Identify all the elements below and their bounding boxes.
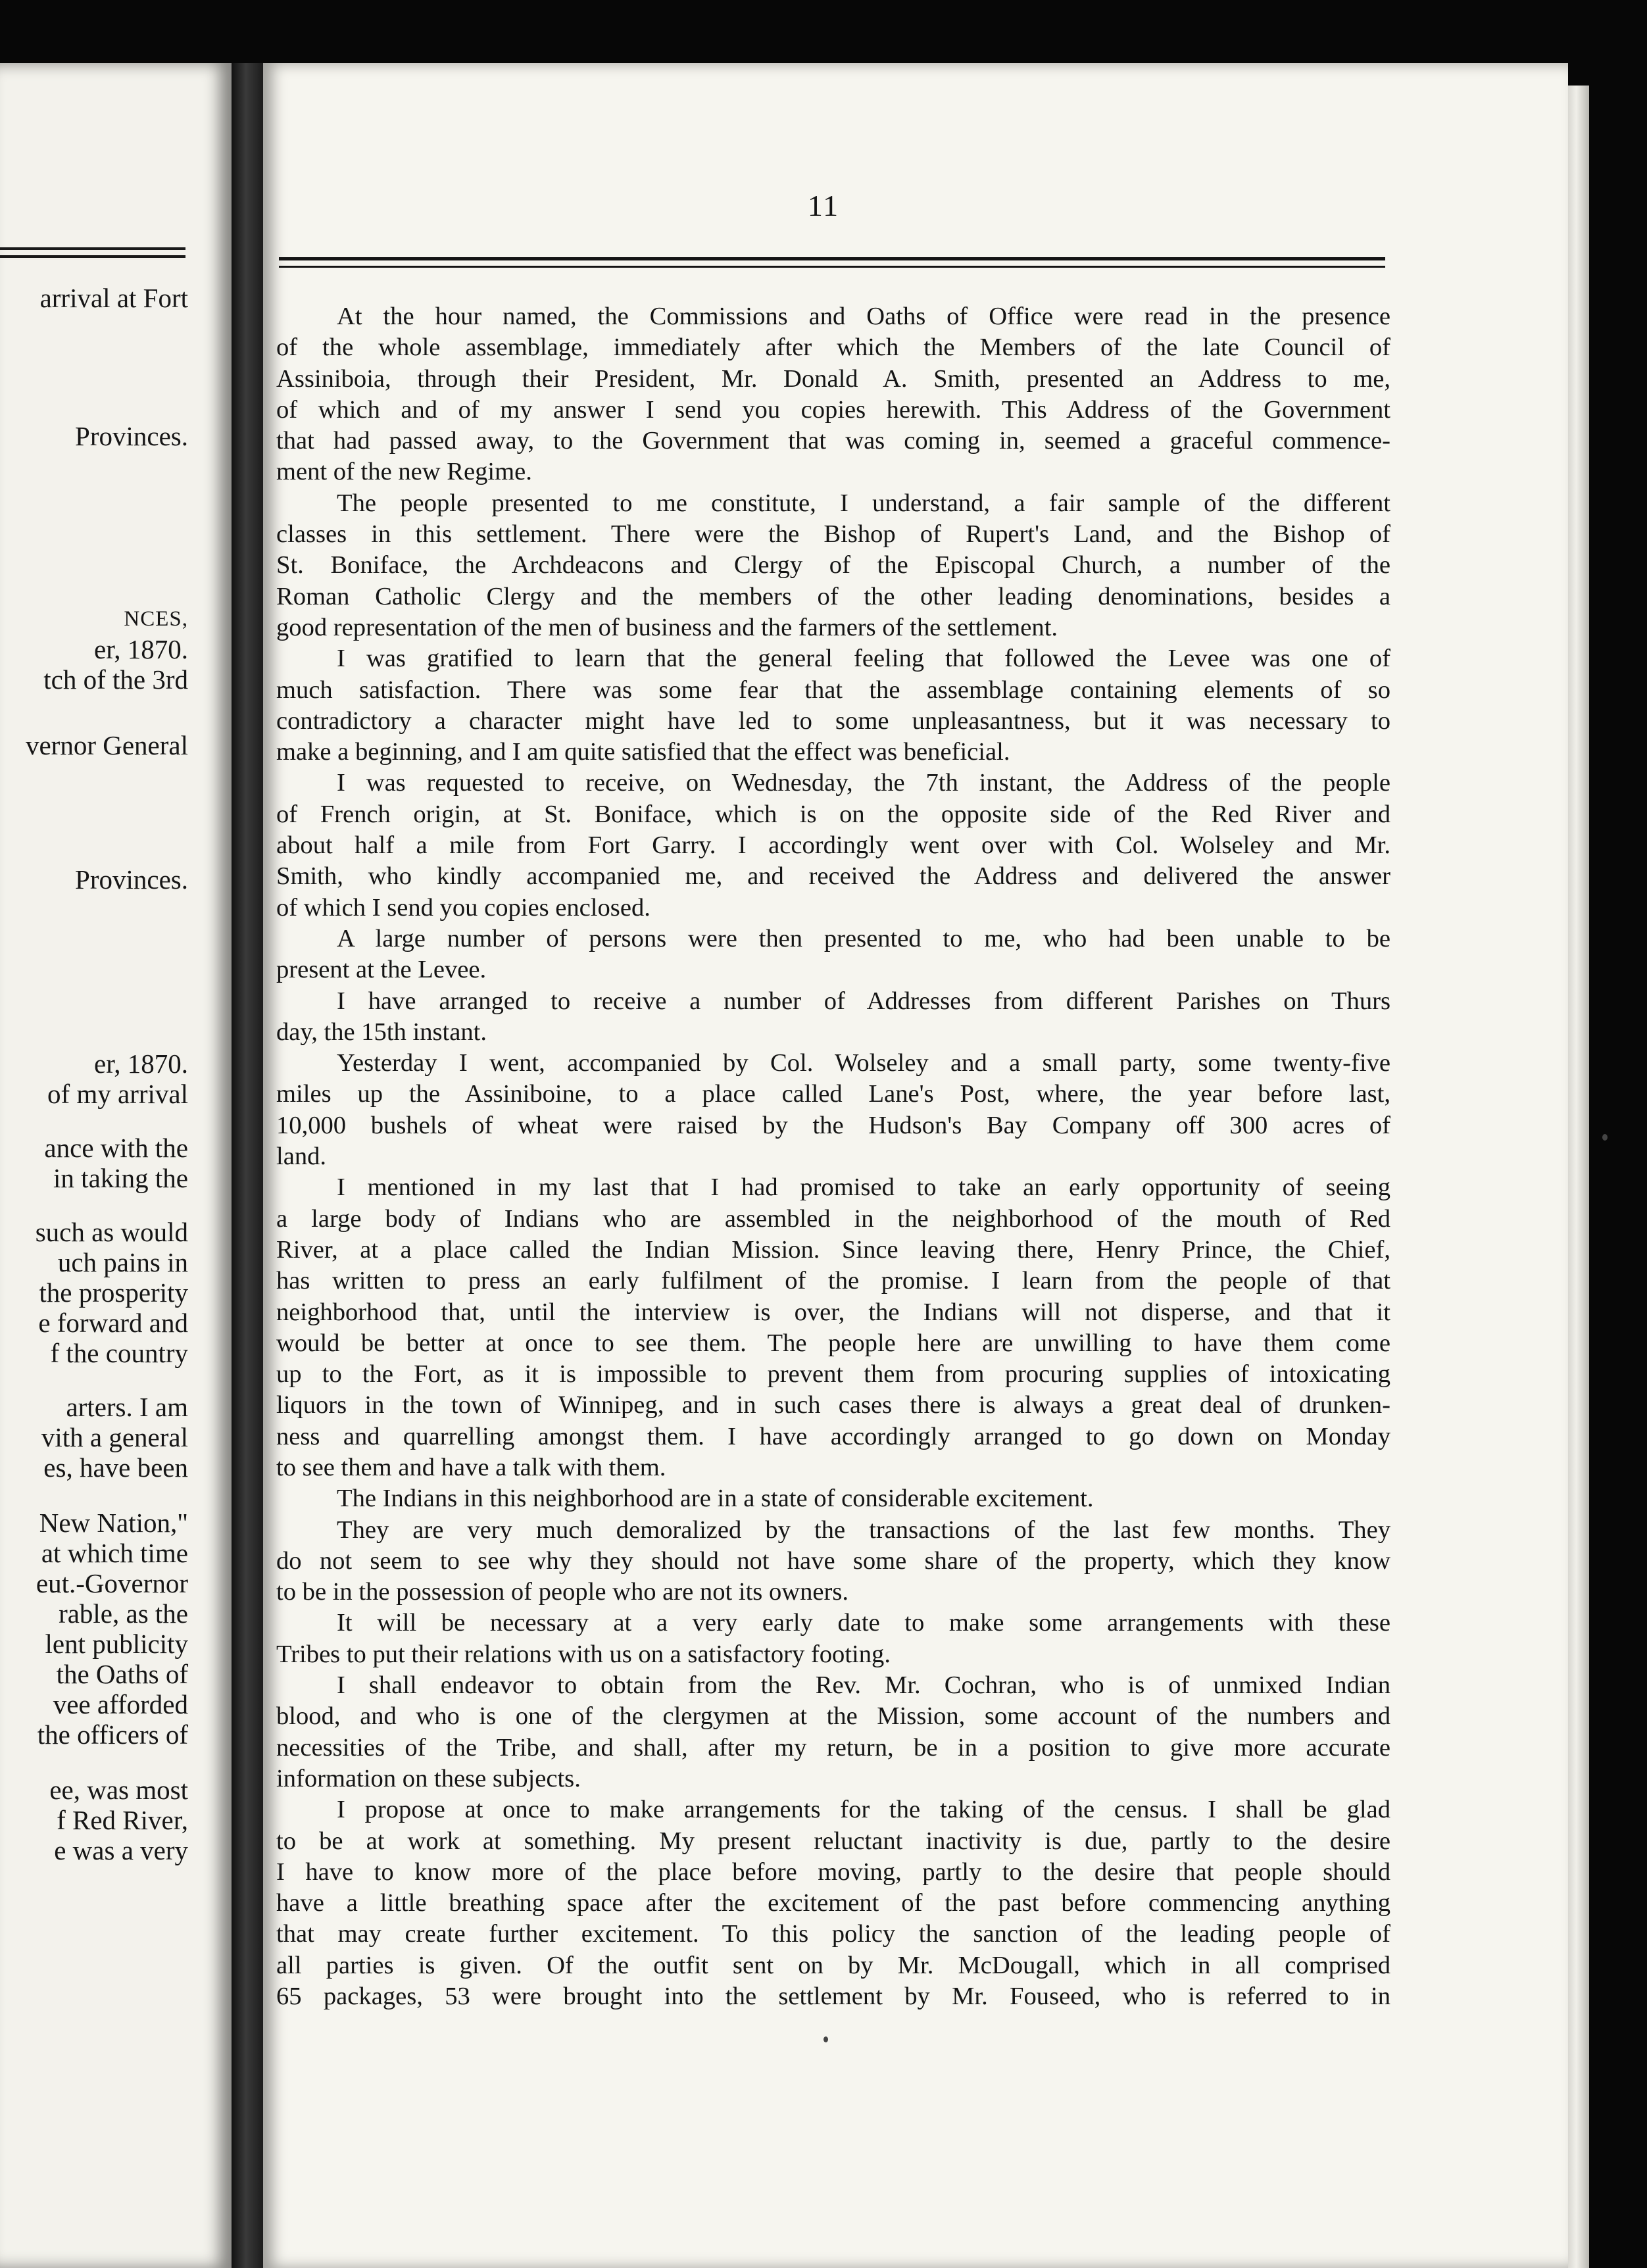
page-number: 11 bbox=[807, 189, 840, 222]
left-page-line: eut.-Governor bbox=[36, 1568, 188, 1598]
text-line: of French origin, at St. Boniface, which is on the opposite side of the Red River and bbox=[276, 800, 1390, 828]
text-line: contradictory a character might have led to some unpleasantness, but it was necessary to bbox=[276, 706, 1390, 735]
text-line: Smith, who kindly accompanied me, and received the Address and delivered the answer bbox=[276, 862, 1390, 891]
text-line: The Indians in this neighborhood are in a state of considerable excitement. bbox=[337, 1485, 1094, 1513]
left-page-line: arters. I am bbox=[66, 1392, 188, 1422]
text-line: of the whole assemblage, immediately after which the Members of the late Council of bbox=[276, 333, 1390, 362]
header-rule-top bbox=[279, 257, 1385, 260]
left-page-line: uch pains in bbox=[57, 1247, 188, 1277]
text-line: neighborhood that, until the interview is over, the Indians will not disperse, and that it bbox=[276, 1298, 1390, 1326]
text-line: necessities of the Tribe, and shall, after my return, be in a position to give more accurate bbox=[276, 1733, 1390, 1762]
text-line: Assiniboia, through their President, Mr. Donald A. Smith, presented an Address to me, bbox=[276, 364, 1390, 393]
page-edge bbox=[1568, 86, 1589, 2268]
text-line: I have to know more of the place before moving, partly to the desire that people should bbox=[276, 1858, 1390, 1886]
text-line: blood, and who is one of the clergymen at the Mission, some account of the numbers and bbox=[276, 1702, 1390, 1731]
left-page-line: f Red River, bbox=[57, 1805, 188, 1835]
text-line: St. Boniface, the Archdeacons and Clergy of the Episcopal Church, a number of the bbox=[276, 551, 1390, 579]
text-line: day, the 15th instant. bbox=[276, 1018, 487, 1046]
left-page-line: Provinces. bbox=[75, 421, 188, 451]
left-page-line: vernor General bbox=[25, 730, 188, 760]
text-line: a large body of Indians who are assembled in the neighborhood of the mouth of Red bbox=[276, 1204, 1390, 1233]
left-page-line: of my arrival bbox=[47, 1079, 188, 1109]
text-line: miles up the Assiniboine, to a place called Lane's Post, where, the year before last, bbox=[276, 1080, 1390, 1108]
left-page-line: tch of the 3rd bbox=[43, 664, 188, 695]
left-page-line: ee, was most bbox=[49, 1775, 188, 1805]
text-line: all parties is given. Of the outfit sent on by Mr. McDougall, which in all comprised bbox=[276, 1951, 1390, 1979]
text-line: about half a mile from Fort Garry. I accordingly went over with Col. Wolseley and Mr. bbox=[276, 831, 1390, 860]
text-line: 65 packages, 53 were brought into the settlement by Mr. Fouseed, who is referred to in bbox=[276, 1983, 1390, 2011]
text-line: to be in the possession of people who are not its owners. bbox=[276, 1578, 849, 1606]
text-line: information on these subjects. bbox=[276, 1764, 581, 1792]
text-line: At the hour named, the Commissions and Oaths of Office were read in the presence bbox=[337, 303, 1390, 330]
text-line: ness and quarrelling amongst them. I have accordingly arranged to go down on Monday bbox=[276, 1422, 1390, 1450]
text-line: have a little breathing space after the excitement of the past before commencing anything bbox=[276, 1889, 1390, 1917]
text-line: Yesterday I went, accompanied by Col. Wolseley and a small party, some twenty-five bbox=[337, 1049, 1390, 1077]
ink-speck bbox=[823, 2036, 828, 2042]
left-page-fragment bbox=[0, 63, 232, 2268]
text-line: I mentioned in my last that I had promised to take an early opportunity of seeing bbox=[337, 1173, 1390, 1202]
text-line: liquors in the town of Winnipeg, and in such cases there is always a great deal of drunken- bbox=[276, 1391, 1390, 1419]
text-line: present at the Levee. bbox=[276, 956, 487, 984]
text-line: A large number of persons were then presented to me, who had been unable to be bbox=[337, 924, 1390, 952]
left-page-line: arrival at Fort bbox=[39, 283, 188, 313]
left-page-line: er, 1870. bbox=[94, 1048, 188, 1079]
header-rule-bottom bbox=[279, 266, 1385, 268]
left-page-line: er, 1870. bbox=[94, 634, 188, 664]
text-line: River, at a place called the Indian Mission. Since leaving there, Henry Prince, the Chief, bbox=[276, 1235, 1390, 1264]
text-line: The people presented to me constitute, I understand, a fair sample of the different bbox=[337, 489, 1390, 517]
left-page-line: e was a very bbox=[54, 1835, 188, 1865]
left-page-line: lent publicity bbox=[45, 1629, 188, 1659]
left-page-line: Provinces. bbox=[75, 864, 188, 895]
text-line: that may create further excitement. To this policy the sanction of the leading people of bbox=[276, 1920, 1390, 1948]
text-line: to see them and have a talk with them. bbox=[276, 1453, 666, 1481]
left-page-rule bbox=[0, 255, 185, 258]
body-text bbox=[276, 301, 1390, 2012]
text-line: land. bbox=[276, 1143, 327, 1171]
left-page-line: NCES, bbox=[124, 607, 188, 631]
text-line: classes in this settlement. There were the Bishop of Rupert's Land, and the Bishop of bbox=[276, 520, 1390, 549]
text-line: ment of the new Regime. bbox=[276, 458, 532, 486]
left-page-line: the Oaths of bbox=[56, 1659, 188, 1689]
text-line: has written to press an early fulfilment of the promise. I learn from the people of that bbox=[276, 1267, 1390, 1295]
text-line: I propose at once to make arrangements for the taking of the census. I shall be glad bbox=[337, 1796, 1390, 1824]
text-line: much satisfaction. There was some fear that the assemblage containing elements of so bbox=[276, 676, 1390, 704]
left-page-line: New Nation," bbox=[39, 1508, 188, 1538]
text-line: I was gratified to learn that the general feeling that followed the Levee was one of bbox=[337, 645, 1390, 673]
text-line: I have arranged to receive a number of Addresses from different Parishes on Thurs bbox=[337, 987, 1390, 1015]
text-line: would be better at once to see them. The people here are unwilling to have them come bbox=[276, 1329, 1390, 1357]
left-page-line: such as would bbox=[35, 1217, 188, 1247]
left-page-line: vith a general bbox=[41, 1422, 188, 1452]
text-line: make a beginning, and I am quite satisfied that the effect was beneficial. bbox=[276, 738, 1010, 766]
left-page-line: vee afforded bbox=[53, 1689, 188, 1719]
text-line: do not seem to see why they should not have some share of the property, which they know bbox=[276, 1546, 1390, 1575]
left-page-line: in taking the bbox=[53, 1163, 188, 1193]
text-line: 10,000 bushels of wheat were raised by the Hudson's Bay Company off 300 acres of bbox=[276, 1111, 1390, 1139]
text-line: I shall endeavor to obtain from the Rev. Mr. Cochran, who is of unmixed Indian bbox=[337, 1671, 1390, 1700]
text-line: of which I send you copies enclosed. bbox=[276, 893, 651, 922]
left-page-line: the prosperity bbox=[39, 1277, 188, 1308]
text-line: that had passed away, to the Government that was coming in, seemed a graceful commence- bbox=[276, 427, 1390, 455]
text-line: Roman Catholic Clergy and the members of the other leading denominations, besides a bbox=[276, 582, 1390, 610]
book-gutter bbox=[232, 63, 263, 2268]
text-line: They are very much demoralized by the transactions of the last few months. They bbox=[337, 1516, 1390, 1544]
text-line: good representation of the men of business and the farmers of the settlement. bbox=[276, 613, 1058, 641]
text-line: It will be necessary at a very early date to make some arrangements with these bbox=[337, 1609, 1390, 1637]
text-line: up to the Fort, as it is impossible to prevent them from procuring supplies of intoxicating bbox=[276, 1360, 1390, 1389]
text-line: I was requested to receive, on Wednesday, the 7th instant, the Address of the people bbox=[337, 769, 1390, 797]
left-page-line: the officers of bbox=[37, 1719, 188, 1750]
text-line: Tribes to put their relations with us on a satisfactory footing. bbox=[276, 1640, 891, 1668]
left-page-rule bbox=[0, 247, 185, 250]
left-page-line: e forward and bbox=[38, 1308, 188, 1338]
left-page-line: at which time bbox=[41, 1538, 188, 1568]
text-line: of which and of my answer I send you copies herewith. This Address of the Government bbox=[276, 395, 1390, 424]
scan-speck bbox=[1602, 1134, 1608, 1141]
left-page-line: es, have been bbox=[43, 1452, 188, 1483]
left-page-line: rable, as the bbox=[59, 1598, 188, 1629]
text-line: to be at work at something. My present reluctant inactivity is due, partly to the desire bbox=[276, 1827, 1390, 1855]
left-page-line: f the country bbox=[50, 1338, 188, 1368]
left-page-line: ance with the bbox=[44, 1133, 188, 1163]
